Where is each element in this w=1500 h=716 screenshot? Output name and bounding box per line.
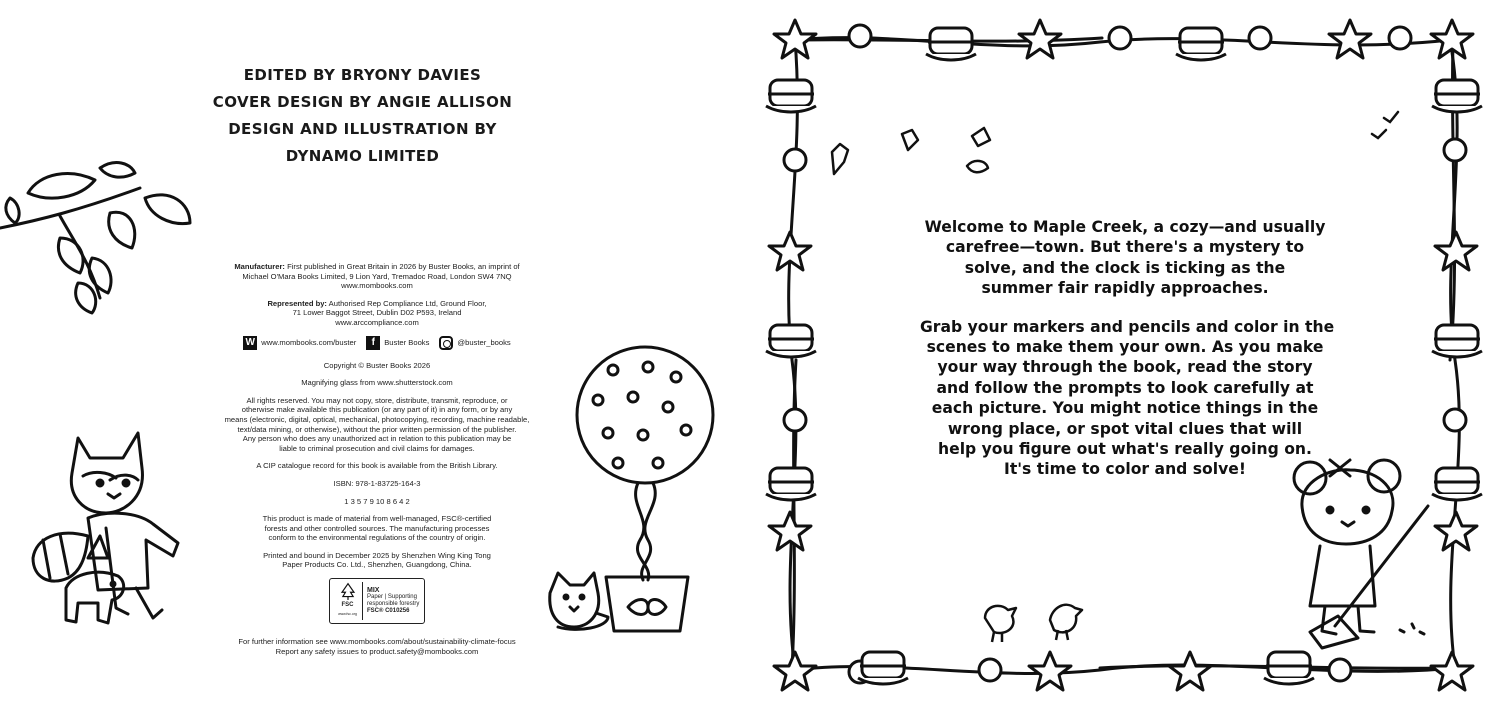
social-links [204,336,550,350]
further-info: For further information see www.mombooks.com/about/sustainability-climate-focus Report any safety issues to product.safety@mombooks.com [238,637,516,656]
raccoon-and-puppy-illustration [28,428,190,628]
web-logo-icon: W [243,336,257,350]
copyright-line: Copyright © Buster Books 2026 [323,360,431,370]
imprint-block [204,262,550,664]
social-web: W www.mombooks.com/buster [243,336,356,350]
right-page [750,0,1500,716]
intro-paragraph-1: Welcome to Maple Creek, a cozy—and usually carefree—town. But there's a mystery to solve, and the clock is ticking as the summer fair rapidly approaches. [924,218,1326,298]
credit-design: DESIGN AND ILLUSTRATION BY [228,120,497,138]
falling-leaves [822,122,1002,182]
credit-studio: DYNAMO LIMITED [285,147,440,165]
cip-record: A CIP catalogue record for this book is available from the British Library. [256,461,498,471]
intro-text [920,217,1335,498]
printing-line: 1 3 5 7 9 10 8 6 4 2 [344,496,410,506]
credit-cover: COVER DESIGN BY ANGIE ALLISON [212,93,513,111]
fsc-statement: This product is made of material from well-managed, FSC®-certified forests and other controlled sources. The manufacturing processes conform to the environmental regulations of the country of origin. [262,514,492,543]
branch-illustration [0,158,200,313]
social-facebook: f Buster Books [366,336,429,350]
credits-block [190,62,535,170]
flying-birds [1368,108,1408,144]
fsc-label: MIX Paper | Supporting responsible forestry FSC® C010256 [367,587,420,615]
facebook-icon: f [366,336,380,350]
isbn: ISBN: 978-1-83725-164-3 [333,478,421,488]
baby-chicks-illustration [980,596,1090,646]
intro-paragraph-2: Grab your markers and pencils and color in the scenes to make them your own. As you make your way through the book, read the story and follow the prompts to look carefully at each picture. You might notice things in the wrong place, or spot vital clues that will help you figure out what's really going on. It's time to color and solve! [920,317,1335,479]
image-credit: Magnifying glass from www.shutterstock.com [301,378,453,388]
representative-info: Represented by: Authorised Rep Compliance Ltd, Ground Floor, 71 Lower Baggot Street, Dublin D02 P593, Ireland www.arccompliance.com [267,298,487,327]
manufacturer-info: Manufacturer: First published in Great Britain in 2026 by Buster Books, an imprint of Michael O'Mara Books Limited, 9 Lion Yard, Tremadoc Road, London SW4 7NQ www.mombooks.com [234,262,520,291]
fsc-tree-icon: FSC www.fsc.org [333,582,363,620]
printed-by: Printed and bound in December 2025 by Shenzhen Wing King Tong Paper Products Co. Ltd., Shenzhen, Guangdong, China. [263,550,491,570]
rights-notice: All rights reserved. You may not copy, store, distribute, transmit, reproduce, or otherwise make available this publication (or any part of it) in any form, or by any means (electronic, digital, optical, mechanical, photocopying, recording, machine readable, text/data mining, or otherwise), without the prior written permission of the publisher. Any person who does any unauthorized act in relation to this publication may be liable to criminal prosecution and civil claims for damages. [224,395,530,453]
instagram-icon [439,336,453,350]
credit-editor: EDITED BY BRYONY DAVIES [243,66,482,84]
topiary-tree-illustration [548,345,718,635]
social-instagram: @buster_books [439,336,510,350]
fsc-logo [329,578,425,624]
